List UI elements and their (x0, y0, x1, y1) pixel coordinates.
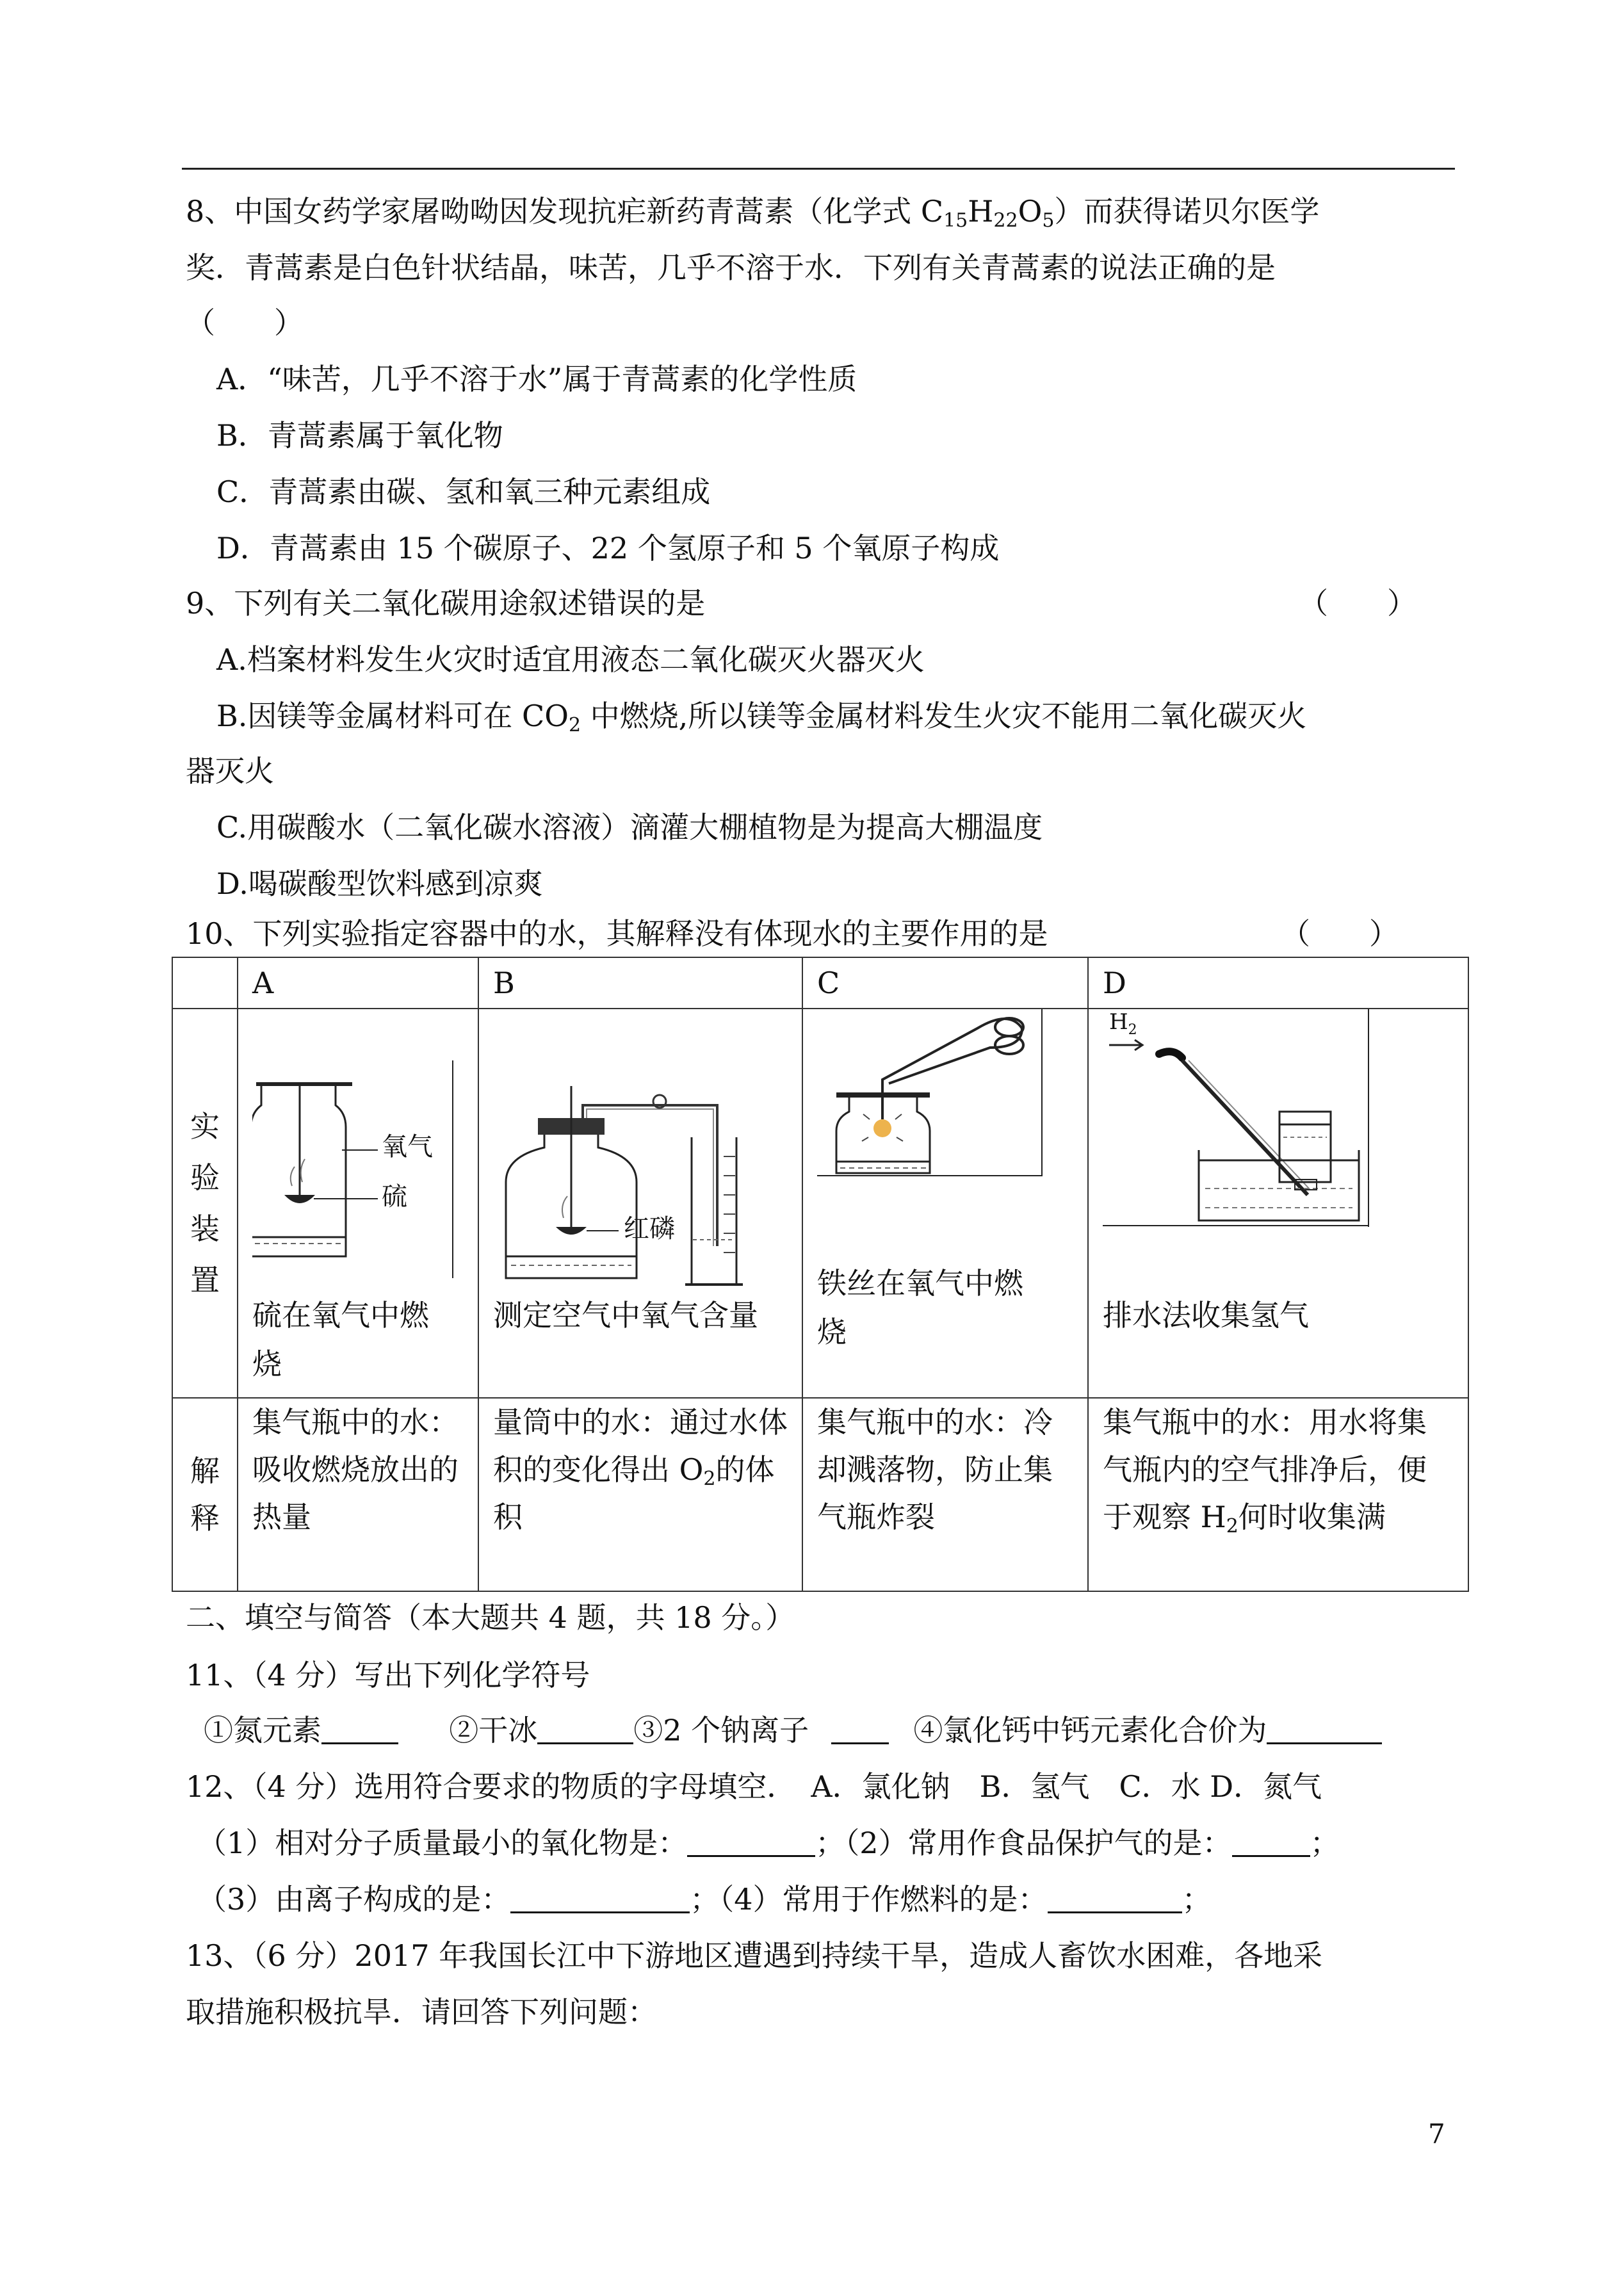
caption-c: 铁丝在氧气中燃烧 (817, 1266, 1023, 1349)
q9-stem: 9、下列有关二氧化碳用途叙述错误的是 (186, 586, 706, 620)
q9-paren: （ ） (1299, 586, 1417, 620)
q8-paren: （ ） (186, 305, 304, 340)
q8-option-a: A．“味苦，几乎不溶于水”属于青蒿素的化学性质 (216, 362, 857, 396)
label-h2: $H_2$ (1109, 1009, 1137, 1038)
q11-blank-3[interactable] (831, 1712, 889, 1744)
q10-paren: （ ） (1281, 916, 1399, 951)
apparatus-a-cell (238, 1009, 478, 1398)
q11-blank-2[interactable] (537, 1712, 633, 1744)
q9-option-c: C.用碳酸水（二氧化碳水溶液）滴灌大棚植物是为提高大棚温度 (216, 810, 1043, 845)
q12-part-3: （3）由离子构成的是： (197, 1882, 511, 1917)
q10-table (172, 957, 1469, 1592)
label-sulfur: 硫 (382, 1182, 407, 1212)
sulfur-burning-figure (252, 1060, 464, 1278)
page-number: 7 (1428, 2118, 1445, 2150)
col-header-c: C (802, 957, 1088, 1009)
iron-wire-figure (817, 1009, 1054, 1253)
q12-part-2: ；（2）常用作食品保护气的是： (815, 1826, 1232, 1860)
q10-stem: 10、下列实验指定容器中的水，其解释没有体现水的主要作用的是 (186, 916, 1048, 951)
col-header-d: D (1088, 957, 1468, 1009)
q8-option-d: D．青蒿素由 15 个碳原子、22 个氢原子和 5 个氧原子构成 (216, 531, 1000, 565)
q9-option-b: B.因镁等金属材料可在 $CO_2$ 中燃烧,所以镁等金属材料发生火灾不能用二氧化碳灭火 (216, 699, 1307, 736)
hydrogen-collection-figure (1103, 1009, 1384, 1240)
q9-option-b-cont: 器灭火 (186, 754, 274, 788)
label-red-phosphorus: 红磷 (624, 1214, 675, 1244)
q11-item-4: ④氯化钙中钙元素化合价为 (913, 1713, 1267, 1748)
q12-semicolon-2: ； (1181, 1882, 1212, 1917)
explanation-b: 量筒中的水：通过水体积的变化得出 $O_2$的体积 (478, 1398, 802, 1591)
apparatus-d-cell (1088, 1009, 1468, 1398)
label-oxygen: 氧气 (382, 1132, 433, 1162)
q11-items (204, 1711, 1382, 1749)
q9-option-a: A.档案材料发生火灾时适宜用液态二氧化碳灭火器灭火 (216, 642, 925, 677)
q11-blank-1[interactable] (321, 1712, 398, 1744)
caption-d: 排水法收集氢气 (1103, 1298, 1309, 1333)
q12-blank-2[interactable] (1232, 1824, 1310, 1857)
q12-semicolon-1: ； (1310, 1826, 1340, 1860)
q12-row2 (197, 1880, 1212, 1918)
q12-row1 (197, 1824, 1340, 1862)
q13-line1: 13、（6 分）2017 年我国长江中下游地区遭遇到持续干旱，造成人畜饮水困难，各地采 (186, 1938, 1323, 1973)
q8-line1: 8、中国女药学家屠呦呦因发现抗疟新药青蒿素（化学式 $C_{15}H_{22}O_5$）而获得诺贝尔医学 (186, 194, 1320, 232)
q11-item-3: ③2 个钠离子 (633, 1713, 809, 1748)
red-phosphorus-figure (493, 1086, 762, 1291)
apparatus-b-cell (478, 1009, 802, 1398)
explanation-d: 集气瓶中的水：用水将集气瓶内的空气排净后，便于观察 $H_2$何时收集满 (1088, 1398, 1468, 1591)
q12-blank-1[interactable] (687, 1824, 815, 1857)
q8-option-b: B．青蒿素属于氧化物 (216, 418, 503, 453)
caption-a: 硫在氧气中燃烧 (252, 1298, 429, 1381)
apparatus-c-cell (802, 1009, 1088, 1398)
q11-item-2: ②干冰 (449, 1713, 538, 1748)
section-2-heading: 二、填空与简答（本大题共 4 题，共 18 分。） (186, 1600, 795, 1635)
row-label-apparatus: 实验装置 (172, 1009, 238, 1398)
q12-blank-4[interactable] (1048, 1881, 1182, 1913)
q12-stem: 12、（4 分）选用符合要求的物质的字母填空． A．氯化钠 B．氢气 C．水 D．氮气 (186, 1769, 1322, 1804)
q9-option-d: D.喝碳酸型饮料感到凉爽 (216, 866, 543, 901)
header-rule (182, 168, 1455, 170)
q12-part-4: ；（4）常用于作燃料的是： (690, 1882, 1048, 1917)
q8-option-c: C．青蒿素由碳、氢和氧三种元素组成 (216, 474, 711, 509)
row-label-explanation: 解释 (172, 1398, 238, 1591)
explanation-c: 集气瓶中的水：冷却溅落物，防止集气瓶炸裂 (802, 1398, 1088, 1591)
col-header-b: B (478, 957, 802, 1009)
q12-blank-3[interactable] (510, 1881, 690, 1913)
q11-stem: 11、（4 分）写出下列化学符号 (186, 1658, 590, 1692)
q12-part-1: （1）相对分子质量最小的氧化物是： (197, 1826, 688, 1860)
header-empty-cell (172, 957, 238, 1009)
q8-line2: 奖．青蒿素是白色针状结晶，味苦，几乎不溶于水．下列有关青蒿素的说法正确的是 (186, 250, 1276, 285)
q11-item-1: ①氮元素 (204, 1713, 321, 1748)
q11-blank-4[interactable] (1267, 1712, 1382, 1744)
q13-line2: 取措施积极抗旱．请回答下列问题： (186, 1995, 657, 2029)
caption-b: 测定空气中氧气含量 (493, 1298, 758, 1333)
explanation-a: 集气瓶中的水：吸收燃烧放出的热量 (238, 1398, 478, 1591)
col-header-a: A (238, 957, 478, 1009)
